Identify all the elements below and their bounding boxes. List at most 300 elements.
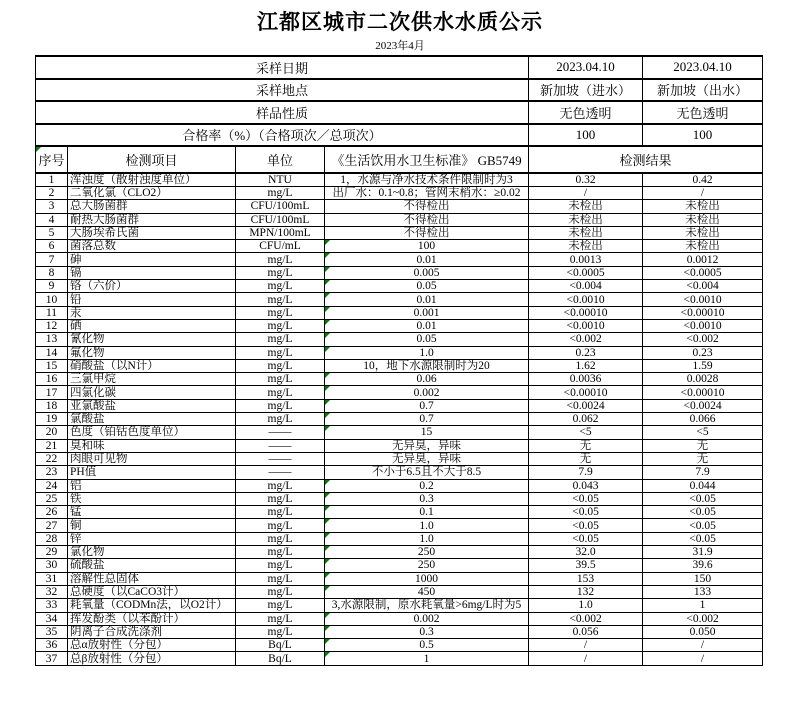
result-outlet: 150: [643, 572, 763, 585]
row-index: 34: [36, 612, 68, 625]
result-outlet: <0.002: [643, 612, 763, 625]
row-index: 31: [36, 572, 68, 585]
item-name: 耐热大肠菌群: [68, 213, 236, 226]
standard-cell-text: 250: [417, 559, 436, 572]
standard-cell: [325, 612, 529, 625]
cell-corner-flag-icon: [325, 559, 330, 564]
item-name: 锌: [68, 532, 236, 545]
item-name: 溶解性总固体: [68, 572, 236, 585]
table-row: [36, 173, 763, 187]
standard-cell-text: 0.005: [413, 266, 440, 279]
standard-cell: [325, 346, 529, 359]
standard-cell: [325, 280, 529, 293]
row-index: 36: [36, 639, 68, 652]
table-row: [36, 599, 763, 612]
row-index: 10: [36, 293, 68, 306]
item-name: 氯酸盐: [68, 413, 236, 426]
result-inlet: 132: [529, 585, 643, 598]
item-name: 锰: [68, 506, 236, 519]
result-inlet: 1.62: [529, 359, 643, 372]
result-outlet: 0.23: [643, 346, 763, 359]
info-row: [36, 79, 763, 102]
item-name: 亚氯酸盐: [68, 399, 236, 412]
standard-cell-text: 0.3: [419, 625, 434, 638]
standard-cell: [325, 519, 529, 532]
row-index: 32: [36, 585, 68, 598]
result-inlet: /: [529, 652, 643, 665]
result-outlet: 1: [643, 599, 763, 612]
table-row: [36, 426, 763, 439]
cell-corner-flag-icon: [325, 652, 330, 657]
cell-corner-flag-icon: [325, 293, 330, 298]
cell-corner-flag-icon: [325, 240, 330, 245]
col-header-unit: 单位: [236, 146, 325, 173]
standard-cell-text: 0.1: [419, 506, 434, 519]
info-value-inlet: 新加坡（进水）: [529, 79, 643, 102]
unit-cell: mg/L: [236, 612, 325, 625]
item-name: 氯化物: [68, 546, 236, 559]
cell-corner-flag-icon: [325, 533, 330, 538]
standard-cell-text: 0.7: [419, 399, 434, 412]
row-index: 25: [36, 492, 68, 505]
result-inlet: <0.05: [529, 519, 643, 532]
standard-cell: [325, 386, 529, 399]
item-name: 硒: [68, 319, 236, 332]
row-index: 17: [36, 386, 68, 399]
unit-cell: mg/L: [236, 266, 325, 279]
table-row: [36, 439, 763, 452]
standard-cell-text: 0.01: [416, 253, 437, 266]
unit-cell: mg/L: [236, 306, 325, 319]
table-row: [36, 359, 763, 372]
result-inlet: <0.00010: [529, 386, 643, 399]
unit-cell: mg/L: [236, 506, 325, 519]
cell-corner-flag-icon: [36, 147, 41, 152]
column-header-row: [36, 146, 763, 173]
result-outlet: 1.59: [643, 359, 763, 372]
result-outlet: 0.42: [643, 173, 763, 187]
item-name: 铜: [68, 519, 236, 532]
standard-cell: [325, 492, 529, 505]
info-label: 采样日期: [36, 56, 529, 79]
table-row: [36, 585, 763, 598]
row-index: 4: [36, 213, 68, 226]
result-outlet: 未检出: [643, 200, 763, 213]
unit-cell: mg/L: [236, 319, 325, 332]
standard-cell-text: 0.01: [416, 320, 437, 333]
standard-cell-text: 0.001: [413, 306, 440, 319]
row-index: 20: [36, 426, 68, 439]
standard-cell: [325, 532, 529, 545]
row-index: 19: [36, 413, 68, 426]
item-name: PH值: [68, 466, 236, 479]
standard-cell: [325, 373, 529, 386]
table-row: [36, 213, 763, 226]
water-quality-table: [35, 55, 763, 666]
unit-cell: mg/L: [236, 585, 325, 598]
cell-corner-flag-icon: [325, 519, 330, 524]
item-name: 氰化物: [68, 333, 236, 346]
result-outlet: 39.6: [643, 559, 763, 572]
result-outlet: <5: [643, 426, 763, 439]
result-inlet: 未检出: [529, 200, 643, 213]
standard-cell: [325, 585, 529, 598]
standard-cell-text: 0.2: [419, 479, 434, 492]
table-row: [36, 612, 763, 625]
standard-cell-text: 250: [417, 546, 436, 559]
table-row: [36, 492, 763, 505]
table-row: [36, 652, 763, 665]
item-name: 砷: [68, 253, 236, 266]
table-row: [36, 452, 763, 465]
result-inlet: 0.043: [529, 479, 643, 492]
data-rows: [36, 173, 763, 665]
result-outlet: <0.05: [643, 492, 763, 505]
table-row: [36, 346, 763, 359]
result-outlet: 未检出: [643, 240, 763, 253]
item-name: 色度（铂钴色度单位）: [68, 426, 236, 439]
standard-cell: 不得检出: [325, 213, 529, 226]
cell-corner-flag-icon: [325, 546, 330, 551]
info-value-inlet: 100: [529, 124, 643, 147]
standard-cell: 1，水源与净水技术条件限制时为3: [325, 173, 529, 187]
row-index: 6: [36, 240, 68, 253]
row-index: 35: [36, 625, 68, 638]
cell-corner-flag-icon: [325, 639, 330, 644]
standard-cell-text: 1.0: [419, 532, 434, 545]
col-header-standard: 《生活饮用水卫生标准》 GB5749: [325, 146, 529, 173]
standard-cell-text: 100: [417, 240, 436, 253]
unit-cell: mg/L: [236, 373, 325, 386]
result-inlet: <5: [529, 426, 643, 439]
notice-page: [0, 6, 800, 666]
result-outlet: <0.004: [643, 280, 763, 293]
standard-cell-text: 0.5: [419, 639, 434, 652]
cell-corner-flag-icon: [325, 307, 330, 312]
row-index: 2: [36, 187, 68, 200]
unit-cell: mg/L: [236, 519, 325, 532]
standard-cell: [325, 306, 529, 319]
item-name: 大肠埃希氏菌: [68, 226, 236, 239]
table-row: [36, 413, 763, 426]
table-row: [36, 519, 763, 532]
item-name: 铁: [68, 492, 236, 505]
result-inlet: <0.002: [529, 612, 643, 625]
table-row: [36, 466, 763, 479]
result-inlet: 0.0036: [529, 373, 643, 386]
unit-cell: mg/L: [236, 399, 325, 412]
unit-cell: mg/L: [236, 532, 325, 545]
standard-cell-text: 450: [417, 586, 436, 599]
result-inlet: 未检出: [529, 213, 643, 226]
cell-corner-flag-icon: [325, 506, 330, 511]
table-row: [36, 532, 763, 545]
result-inlet: <0.002: [529, 333, 643, 346]
result-inlet: 7.9: [529, 466, 643, 479]
page-title: 江都区城市二次供水水质公示: [257, 11, 543, 34]
unit-cell: mg/L: [236, 280, 325, 293]
unit-cell: mg/L: [236, 293, 325, 306]
unit-cell: CFU/100mL: [236, 213, 325, 226]
info-section: [36, 56, 763, 146]
cell-corner-flag-icon: [325, 267, 330, 272]
standard-cell-text: 15: [420, 426, 433, 439]
standard-cell: [325, 572, 529, 585]
result-outlet: 0.050: [643, 625, 763, 638]
standard-cell: [325, 413, 529, 426]
table-row: [36, 253, 763, 266]
table-row: [36, 639, 763, 652]
item-name: 总β放射性（分包）: [68, 652, 236, 665]
standard-cell: [325, 639, 529, 652]
table-row: [36, 266, 763, 279]
row-index: 21: [36, 439, 68, 452]
result-inlet: <0.05: [529, 492, 643, 505]
standard-cell-text: 0.3: [419, 492, 434, 505]
unit-cell: Bq/L: [236, 639, 325, 652]
result-outlet: <0.0010: [643, 293, 763, 306]
unit-cell: CFU/100mL: [236, 200, 325, 213]
standard-cell-text: 1.0: [419, 519, 434, 532]
standard-cell-text: 0.06: [416, 373, 437, 386]
cell-corner-flag-icon: [325, 386, 330, 391]
row-index: 7: [36, 253, 68, 266]
standard-cell-text: 0.01: [416, 293, 437, 306]
result-inlet: <0.004: [529, 280, 643, 293]
info-row: [36, 56, 763, 79]
result-inlet: 32.0: [529, 546, 643, 559]
table-row: [36, 399, 763, 412]
unit-cell: mg/L: [236, 386, 325, 399]
standard-cell: [325, 625, 529, 638]
info-row: [36, 101, 763, 124]
result-outlet: /: [643, 652, 763, 665]
unit-cell: mg/L: [236, 187, 325, 200]
row-index: 18: [36, 399, 68, 412]
standard-cell: [325, 253, 529, 266]
result-outlet: 7.9: [643, 466, 763, 479]
header-section: [36, 146, 763, 173]
cell-corner-flag-icon: [325, 320, 330, 325]
result-outlet: <0.00010: [643, 386, 763, 399]
info-value-outlet: 2023.04.10: [643, 56, 763, 79]
result-inlet: 0.062: [529, 413, 643, 426]
standard-cell: 10，地下水源限制时为20: [325, 359, 529, 372]
result-outlet: 无: [643, 439, 763, 452]
result-outlet: 无: [643, 452, 763, 465]
row-index: 23: [36, 466, 68, 479]
result-outlet: 133: [643, 585, 763, 598]
col-header-index: [36, 146, 68, 173]
cell-corner-flag-icon: [325, 413, 330, 418]
item-name: 肉眼可见物: [68, 452, 236, 465]
cell-corner-flag-icon: [325, 400, 330, 405]
result-inlet: <0.05: [529, 506, 643, 519]
unit-cell: ——: [236, 466, 325, 479]
unit-cell: mg/L: [236, 333, 325, 346]
standard-cell: 3,水源限制，原水耗氧量>6mg/L时为5: [325, 599, 529, 612]
cell-corner-flag-icon: [325, 573, 330, 578]
standard-cell: [325, 426, 529, 439]
unit-cell: CFU/mL: [236, 240, 325, 253]
table-row: [36, 546, 763, 559]
table-row: [36, 226, 763, 239]
unit-cell: mg/L: [236, 492, 325, 505]
result-outlet: 31.9: [643, 546, 763, 559]
row-index: 22: [36, 452, 68, 465]
standard-cell-text: 0.05: [416, 333, 437, 346]
table-row: [36, 559, 763, 572]
item-name: 四氯化碳: [68, 386, 236, 399]
standard-cell: [325, 546, 529, 559]
row-index: 15: [36, 359, 68, 372]
cell-corner-flag-icon: [325, 586, 330, 591]
standard-cell: [325, 293, 529, 306]
result-inlet: <0.0005: [529, 266, 643, 279]
standard-cell: 无异臭，异味: [325, 439, 529, 452]
item-name: 汞: [68, 306, 236, 319]
item-name: 浑浊度（散射浊度单位）: [68, 173, 236, 187]
unit-cell: mg/L: [236, 546, 325, 559]
item-name: 三氯甲烷: [68, 373, 236, 386]
standard-cell-text: 0.05: [416, 280, 437, 293]
table-row: [36, 625, 763, 638]
table-row: [36, 386, 763, 399]
row-index: 33: [36, 599, 68, 612]
row-index: 24: [36, 479, 68, 492]
item-name: 菌落总数: [68, 240, 236, 253]
unit-cell: mg/L: [236, 253, 325, 266]
row-index: 37: [36, 652, 68, 665]
table-row: [36, 319, 763, 332]
cell-corner-flag-icon: [325, 480, 330, 485]
unit-cell: mg/L: [236, 559, 325, 572]
result-inlet: 0.0013: [529, 253, 643, 266]
unit-cell: ——: [236, 452, 325, 465]
result-outlet: <0.05: [643, 506, 763, 519]
info-label: 采样地点: [36, 79, 529, 102]
item-name: 铅: [68, 293, 236, 306]
table-row: [36, 373, 763, 386]
item-name: 耗氧量（CODMn法，以O2计）: [68, 599, 236, 612]
result-inlet: 无: [529, 452, 643, 465]
unit-cell: Bq/L: [236, 652, 325, 665]
result-inlet: 153: [529, 572, 643, 585]
table-row: [36, 240, 763, 253]
result-inlet: 0.32: [529, 173, 643, 187]
info-value-inlet: 2023.04.10: [529, 56, 643, 79]
result-inlet: 未检出: [529, 226, 643, 239]
info-row: [36, 124, 763, 147]
standard-cell-text: 1.0: [419, 346, 434, 359]
cell-corner-flag-icon: [325, 426, 330, 431]
row-index: 27: [36, 519, 68, 532]
unit-cell: mg/L: [236, 479, 325, 492]
row-index: 12: [36, 319, 68, 332]
unit-cell: mg/L: [236, 346, 325, 359]
result-outlet: /: [643, 187, 763, 200]
item-name: 臭和味: [68, 439, 236, 452]
item-name: 阴离子合成洗涤剂: [68, 625, 236, 638]
row-index: 29: [36, 546, 68, 559]
row-index: 8: [36, 266, 68, 279]
result-outlet: 0.0028: [643, 373, 763, 386]
result-outlet: 未检出: [643, 213, 763, 226]
col-header-index-label: 序号: [38, 153, 65, 168]
item-name: 铝: [68, 479, 236, 492]
col-header-result: 检测结果: [529, 146, 763, 173]
standard-cell-text: 1: [423, 652, 430, 665]
page-subtitle: 2023年4月: [375, 40, 425, 52]
info-label: 合格率（%）（合格项次／总项次）: [36, 124, 529, 147]
unit-cell: MPN/100mL: [236, 226, 325, 239]
standard-cell: [325, 399, 529, 412]
standard-cell: [325, 319, 529, 332]
result-outlet: 0.066: [643, 413, 763, 426]
row-index: 5: [36, 226, 68, 239]
standard-cell-text: 0.7: [419, 413, 434, 426]
unit-cell: ——: [236, 426, 325, 439]
unit-cell: ——: [236, 439, 325, 452]
unit-cell: mg/L: [236, 413, 325, 426]
result-inlet: <0.0010: [529, 319, 643, 332]
cell-corner-flag-icon: [325, 373, 330, 378]
standard-cell: 出厂水：0.1~0.8；管网末梢水：≥0.02: [325, 187, 529, 200]
result-outlet: 0.044: [643, 479, 763, 492]
row-index: 3: [36, 200, 68, 213]
info-value-outlet: 100: [643, 124, 763, 147]
item-name: 硝酸盐（以N计）: [68, 359, 236, 372]
result-outlet: <0.002: [643, 333, 763, 346]
row-index: 16: [36, 373, 68, 386]
row-index: 30: [36, 559, 68, 572]
item-name: 氟化物: [68, 346, 236, 359]
item-name: 镉: [68, 266, 236, 279]
standard-cell: [325, 479, 529, 492]
info-value-outlet: 无色透明: [643, 101, 763, 124]
cell-corner-flag-icon: [325, 626, 330, 631]
result-inlet: 无: [529, 439, 643, 452]
result-outlet: <0.0024: [643, 399, 763, 412]
info-value-inlet: 无色透明: [529, 101, 643, 124]
cell-corner-flag-icon: [325, 333, 330, 338]
standard-cell: 不得检出: [325, 226, 529, 239]
result-outlet: <0.0005: [643, 266, 763, 279]
standard-cell-text: 0.002: [413, 612, 440, 625]
result-outlet: <0.05: [643, 519, 763, 532]
item-name: 二氧化氯（CLO2）: [68, 187, 236, 200]
table-row: [36, 479, 763, 492]
info-value-outlet: 新加坡（出水）: [643, 79, 763, 102]
result-outlet: <0.0010: [643, 319, 763, 332]
result-inlet: 0.056: [529, 625, 643, 638]
result-outlet: /: [643, 639, 763, 652]
table-row: [36, 572, 763, 585]
item-name: 总硬度（以CaCO3计）: [68, 585, 236, 598]
table-row: [36, 200, 763, 213]
item-name: 挥发酚类（以苯酚计）: [68, 612, 236, 625]
standard-cell: [325, 333, 529, 346]
row-index: 14: [36, 346, 68, 359]
table-row: [36, 187, 763, 200]
standard-cell: [325, 559, 529, 572]
unit-cell: mg/L: [236, 572, 325, 585]
cell-corner-flag-icon: [325, 613, 330, 618]
standard-cell: [325, 506, 529, 519]
result-inlet: <0.05: [529, 532, 643, 545]
result-inlet: <0.00010: [529, 306, 643, 319]
cell-corner-flag-icon: [325, 280, 330, 285]
